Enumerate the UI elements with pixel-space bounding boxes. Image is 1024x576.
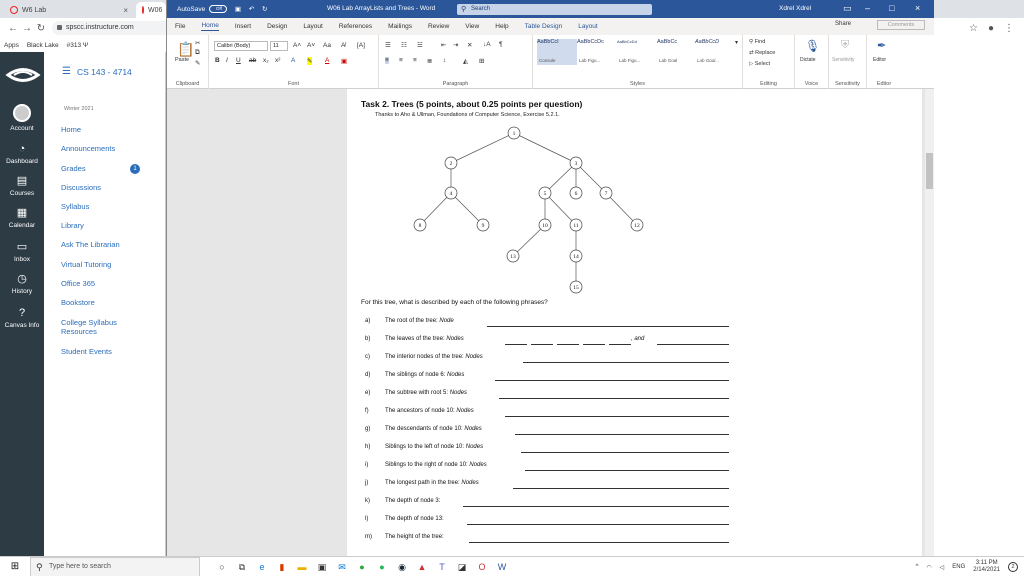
tree-diagram [347, 117, 767, 297]
course-nav-home[interactable]: Home [61, 125, 82, 134]
tree-node-label: 4 [449, 191, 453, 197]
hamburger-menu-icon[interactable]: ☰ [62, 66, 71, 77]
find-button[interactable]: ⚲ Find [749, 39, 766, 45]
edge-4-9 [451, 193, 483, 225]
tab-insert[interactable]: Insert [234, 23, 252, 30]
document-title: W06 Lab ArrayLists and Trees - Word [327, 5, 436, 12]
borders-icon[interactable]: ⊞ [479, 58, 485, 65]
tab-view[interactable]: View [465, 23, 480, 30]
windows-start-icon[interactable]: ⊞ [10, 561, 20, 572]
document-canvas [167, 89, 927, 556]
numbering-icon[interactable]: ☷ [401, 42, 407, 49]
edge-5-11 [545, 193, 576, 225]
bookmark-black-lake[interactable]: Black Lake [26, 41, 59, 49]
change-case-icon[interactable]: Aa [323, 42, 331, 49]
tree-node-label: 7 [604, 191, 608, 197]
language-indicator[interactable]: ENG [952, 564, 966, 570]
editor-icon[interactable]: ✒ [877, 40, 887, 52]
shrink-font-icon[interactable]: A˅ [307, 42, 316, 49]
tab-label: W06 [148, 6, 163, 14]
strikethrough-icon[interactable]: ab [249, 57, 257, 64]
tree-node-9 [477, 219, 489, 231]
course-nav-syllabus[interactable]: Syllabus [61, 202, 90, 211]
question-item-b: b) The leaves of the tree: Nodes , and [365, 336, 725, 348]
align-center-icon[interactable]: ≡ [399, 57, 403, 64]
tab-table-design[interactable]: Table Design [524, 23, 563, 30]
address-bar[interactable]: spscc.instructure.com [52, 21, 202, 35]
question-item-m: m) The height of the tree: [365, 534, 725, 546]
tab-home[interactable]: Home [201, 22, 219, 29]
increase-indent-icon[interactable]: ⇥ [453, 42, 459, 49]
course-title[interactable]: CS 143 - 4714 [76, 66, 132, 77]
answer-line[interactable] [609, 344, 631, 345]
tree-node-label: 6 [574, 191, 578, 197]
ribbon-group-styles: AaBbCcI Console AaBbCcDc Lab Figu... AaBbCcDd Lab Figu... AaBbCc Lab Goal AaBbCcD Lab Goal... ▾ Styles [533, 35, 743, 89]
system-tray [916, 560, 1018, 574]
tab-references[interactable]: References [338, 23, 373, 30]
question-item-e: e) The subtree with root 5: Nodes [365, 390, 725, 402]
autosave-switch[interactable]: Off [209, 5, 227, 13]
style-lab-goal[interactable]: AaBbCc Lab Goal [657, 39, 678, 63]
highlight-icon[interactable]: ✎ [307, 58, 313, 65]
font-color-icon[interactable]: A [325, 57, 330, 64]
answer-line[interactable] [557, 344, 579, 345]
align-left-icon[interactable]: ≡ [385, 57, 389, 64]
opera-tab-icon [10, 6, 18, 14]
account-avatar [13, 104, 31, 122]
tab-mailings[interactable]: Mailings [388, 23, 412, 30]
font-size-select[interactable]: 11 [270, 41, 288, 51]
tree-node-label: 5 [543, 191, 547, 197]
edge-1-3 [514, 133, 576, 163]
tree-node-label: 11 [573, 223, 579, 229]
tab-review[interactable]: Review [427, 23, 450, 30]
vertical-scrollbar[interactable] [925, 89, 934, 556]
browser-tab-active[interactable] [136, 2, 166, 18]
store-icon[interactable]: ▣ [317, 561, 327, 572]
sensitivity-button[interactable]: Sensitivity [832, 57, 855, 63]
profile-icon[interactable]: ● [987, 22, 994, 34]
style-lab-figure-1[interactable]: AaBbCcDc Lab Figu... [577, 39, 604, 63]
style-console[interactable]: AaBbCcI Console [537, 39, 577, 65]
tree-node-label: 8 [418, 223, 422, 229]
course-nav-bookstore[interactable]: Bookstore [61, 298, 95, 307]
document-page[interactable] [347, 89, 922, 556]
nav-courses[interactable]: ▤ Courses [9, 175, 35, 197]
tree-node-label: 3 [574, 161, 578, 167]
show-marks-icon[interactable]: ¶ [499, 41, 503, 48]
notifications-icon[interactable]: 2 [1008, 562, 1018, 572]
nav-dashboard[interactable]: ◔ Dashboard [6, 143, 38, 165]
minimize-icon[interactable]: – [865, 3, 871, 13]
task-credit: Thanks to Aho & Ullman, Foundations of Computer Science, Exercise 5.2.1. [375, 112, 560, 118]
mail-icon[interactable]: ✉ [338, 561, 346, 572]
sort-icon[interactable]: ↓A [483, 41, 491, 48]
cortana-icon[interactable]: ○ [219, 561, 225, 572]
share-button[interactable]: Share [835, 21, 852, 27]
answer-line[interactable] [463, 506, 729, 507]
browser-page-right [933, 38, 1024, 556]
task-title: Task 2. Trees (5 points, about 0.25 points per question) [361, 99, 583, 109]
nav-inbox[interactable]: ▭ Inbox [14, 241, 30, 263]
multilevel-list-icon[interactable]: ☱ [417, 42, 423, 49]
bullets-icon[interactable]: ☰ [385, 42, 391, 49]
tab-design[interactable]: Design [267, 23, 288, 30]
font-name-select[interactable]: Calibri (Body) [214, 41, 268, 51]
ribbon-group-editing: ⚲ Find ⇄ Replace ▷ Select Editing [743, 35, 795, 89]
tree-node-label: 2 [449, 161, 453, 167]
ribbon-group-sensitivity: ⛨ Sensitivity Sensitivity [829, 35, 867, 89]
word-window [166, 0, 933, 556]
nav-calendar[interactable]: ▦ Calendar [8, 207, 36, 229]
forward-icon[interactable]: → [22, 22, 32, 34]
style-lab-goal-2[interactable]: AaBbCcD Lab Goal... [695, 39, 720, 63]
answer-line[interactable] [521, 452, 729, 453]
tree-node-label: 1 [512, 131, 516, 137]
tree-node-6 [570, 187, 582, 199]
paste-icon[interactable]: 📋 [177, 41, 195, 57]
ribbon-group-voice: 🎙 Dictate Voice [795, 35, 829, 89]
question-item-i: i) Siblings to the right of node 10: Nodes [365, 462, 725, 474]
save-icon[interactable]: ▣ [234, 6, 241, 13]
inbox-icon: ▭ [16, 241, 28, 253]
calendar-icon: ▦ [16, 207, 28, 219]
browser-tab[interactable] [4, 2, 134, 18]
answer-line[interactable] [467, 524, 729, 525]
ribbon-group-editor: ✒ Editor Editor [873, 40, 892, 87]
question-item-h: h) Siblings to the left of node 10: Nodes [365, 444, 725, 456]
question-item-a: a) The root of the tree: Node [365, 318, 725, 330]
network-icon[interactable]: ◠ [926, 564, 932, 571]
answer-line[interactable] [583, 344, 605, 345]
tree-node-label: 14 [573, 254, 579, 260]
redo-icon[interactable]: ↻ [262, 6, 268, 13]
comments-button[interactable]: Comments [877, 20, 925, 30]
ribbon-display-icon[interactable]: ▭ [843, 3, 852, 13]
answer-line[interactable] [657, 344, 729, 345]
ribbon-home [167, 35, 934, 89]
bookmarks-bar [0, 38, 166, 52]
course-nav-virtual-tutoring[interactable]: Virtual Tutoring [61, 260, 112, 269]
app-icon-green[interactable]: ● [359, 561, 365, 572]
question-item-g: g) The descendants of node 10: Nodes [365, 426, 725, 438]
select-button[interactable]: ▷ Select [749, 61, 771, 67]
tree-node-label: 9 [481, 223, 485, 229]
browser-menu-icon[interactable]: ⋮ [1004, 22, 1014, 34]
answer-and-label: , and [631, 336, 645, 342]
clear-formatting-icon[interactable]: A̸ [341, 42, 346, 49]
ribbon-group-clipboard: 📋 Paste ✂ ⧉ ✎ Clipboard [167, 35, 209, 89]
microphone-icon[interactable]: 🎙 [805, 39, 821, 53]
answer-line[interactable] [487, 326, 729, 327]
style-lab-figure-2[interactable]: AaBbCcDd Lab Figu... [617, 39, 641, 63]
opera-tab-icon [142, 6, 144, 14]
canvas-logo[interactable] [4, 62, 42, 88]
align-right-icon[interactable]: ≡ [413, 57, 417, 64]
asian-layout-icon[interactable]: ✕ [467, 42, 473, 49]
bookmark-star-icon[interactable]: ☆ [968, 22, 978, 34]
tree-node-label: 13 [510, 254, 516, 260]
tree-node-1 [508, 127, 520, 139]
question-item-j: j) The longest path in the tree: Nodes [365, 480, 725, 492]
answer-line[interactable] [499, 398, 729, 399]
cut-icon[interactable]: ✂ [195, 40, 201, 47]
tree-node-label: 10 [542, 223, 548, 229]
answer-line[interactable] [495, 380, 729, 381]
ribbon-tabs [167, 18, 934, 35]
nav-canvas-info[interactable]: ? Canvas Info [4, 307, 40, 329]
course-nav-discussions[interactable]: Discussions [61, 183, 102, 192]
tab-label: W6 Lab [22, 6, 47, 14]
courses-icon: ▤ [16, 175, 28, 187]
tray-chevron-icon[interactable]: ^ [915, 564, 919, 570]
tab-file[interactable]: File [175, 23, 186, 30]
history-icon: ◷ [17, 273, 27, 285]
tab-help[interactable]: Help [495, 23, 509, 30]
grades-badge: 1 [130, 164, 140, 174]
taskbar-search-input[interactable]: ⚲ Type here to search [30, 557, 200, 576]
answer-line[interactable] [515, 434, 729, 435]
teams-icon[interactable]: T [439, 561, 445, 572]
answer-line[interactable] [531, 344, 553, 345]
question-item-k: k) The depth of node 3: [365, 498, 725, 510]
tree-node-2 [445, 157, 457, 169]
tree-node-8 [414, 219, 426, 231]
course-term: Winter 2021 [64, 106, 94, 112]
question-item-f: f) The ancestors of node 10: Nodes [365, 408, 725, 420]
tree-node-5 [539, 187, 551, 199]
course-nav-announcements[interactable]: Announcements [61, 144, 116, 153]
superscript-icon[interactable]: x² [275, 57, 281, 64]
grow-font-icon[interactable]: A˄ [293, 42, 302, 49]
canvas-global-nav [0, 52, 44, 556]
subscript-icon[interactable]: x₂ [263, 57, 269, 64]
office-icon[interactable]: ▮ [279, 561, 285, 572]
maximize-icon[interactable]: □ [889, 3, 895, 13]
answer-line[interactable] [469, 542, 729, 543]
tree-node-10 [539, 219, 551, 231]
bold-icon[interactable]: B [215, 57, 220, 64]
styles-more-icon[interactable]: ▾ [735, 40, 739, 46]
undo-icon[interactable]: ↶ [248, 6, 255, 13]
volume-icon[interactable]: ◁ [939, 564, 945, 571]
browser-actions [932, 18, 1024, 38]
char-border-icon[interactable]: [A] [357, 42, 365, 49]
question-prompt: For this tree, what is described by each of the following phrases? [361, 299, 548, 306]
underline-icon[interactable]: U [236, 57, 241, 64]
course-nav-syllabus-resources[interactable]: College Syllabus Resources [61, 318, 117, 336]
tree-node-7 [600, 187, 612, 199]
tree-node-12 [631, 219, 643, 231]
tree-node-4 [445, 187, 457, 199]
question-item-d: d) The siblings of node 6: Nodes [365, 372, 725, 384]
dictate-button[interactable]: Dictate [800, 57, 816, 63]
close-tab-icon[interactable]: × [123, 5, 128, 15]
task-view-icon[interactable]: ⧉ [238, 561, 246, 572]
word-title-bar [167, 0, 934, 18]
tree-node-label: 15 [573, 285, 579, 291]
shading-icon[interactable]: ◭ [463, 58, 468, 65]
edge-1-2 [451, 133, 514, 163]
tab-layout[interactable]: Layout [303, 23, 323, 30]
nav-history[interactable]: ◷ History [11, 273, 33, 295]
word-icon[interactable]: W [497, 561, 507, 572]
course-nav-student-events[interactable]: Student Events [61, 347, 112, 356]
edge-3-7 [576, 163, 606, 193]
format-painter-icon[interactable]: ✎ [195, 60, 201, 67]
tree-node-15 [570, 281, 582, 293]
clock[interactable]: 3:11 PM 2/14/2021 [973, 560, 1000, 573]
text-effects-icon[interactable]: A [291, 57, 296, 64]
char-shading-icon[interactable]: ▣ [341, 58, 348, 65]
bookmark-313[interactable]: #313 Ψ [66, 41, 89, 49]
file-explorer-icon[interactable]: ▬ [297, 561, 307, 572]
answer-line[interactable] [523, 362, 729, 363]
answer-line[interactable] [525, 470, 729, 471]
sensitivity-icon[interactable]: ⛨ [841, 39, 850, 51]
tree-node-13 [507, 250, 519, 262]
edge-icon[interactable]: e [259, 561, 265, 572]
course-nav-office-365[interactable]: Office 365 [61, 279, 96, 288]
bookmark-apps[interactable]: Apps [4, 41, 19, 49]
edge-3-5 [545, 163, 576, 193]
decrease-indent-icon[interactable]: ⇤ [441, 42, 447, 49]
spotify-icon[interactable]: ● [379, 561, 385, 572]
copy-icon[interactable]: ⧉ [195, 49, 200, 56]
tree-node-11 [570, 219, 582, 231]
edge-10-13 [513, 225, 545, 256]
tree-edges [420, 133, 637, 287]
help-icon: ? [18, 307, 26, 319]
app-icon-dark[interactable]: ◪ [457, 561, 467, 572]
tree-node-3 [570, 157, 582, 169]
answer-line[interactable] [513, 488, 729, 489]
edge-4-8 [420, 193, 451, 225]
line-spacing-icon[interactable]: ↕ [443, 57, 447, 64]
dashboard-icon: ◔ [18, 143, 26, 155]
ribbon-group-font: Calibri (Body) 11 A˄ A˅ Aa A̸ [A] B I U ab x₂ x² A ✎ A ▣ Font [209, 35, 379, 89]
question-item-l: l) The depth of node 13: [365, 516, 725, 528]
editor-button[interactable]: Editor [873, 57, 887, 63]
course-nav-grades[interactable]: Grades [61, 164, 86, 173]
course-nav-ask-librarian[interactable]: Ask The Librarian [61, 240, 120, 249]
course-header [62, 66, 132, 77]
steam-icon[interactable]: ◉ [398, 561, 406, 572]
answer-line[interactable] [505, 344, 527, 345]
justify-icon[interactable]: ≣ [427, 58, 433, 65]
windows-taskbar [0, 556, 1024, 576]
scrollbar-thumb[interactable] [926, 153, 933, 189]
opera-icon[interactable]: O [478, 561, 486, 572]
question-item-c: c) The interior nodes of the tree: Nodes [365, 354, 725, 366]
course-nav-library[interactable]: Library [61, 221, 84, 230]
tree-node-14 [570, 250, 582, 262]
back-icon[interactable]: ← [8, 22, 18, 34]
edge-7-12 [606, 193, 637, 225]
user-name[interactable]: Xdrel Xdrel [779, 5, 812, 12]
answer-line[interactable] [505, 416, 729, 417]
reload-icon[interactable]: ↻ [36, 22, 46, 34]
close-icon[interactable]: × [915, 3, 921, 13]
paste-button[interactable]: Paste [175, 57, 190, 63]
tree-node-label: 12 [634, 223, 640, 229]
italic-icon[interactable]: I [226, 57, 228, 64]
ribbon-group-paragraph: ☰ ☷ ☱ ⇤ ⇥ ✕ ↓A ¶ ≡ ≡ ≡ ≣ ↕ ◭ ⊞ Paragraph [379, 35, 533, 89]
replace-button[interactable]: ⇄ Replace [749, 50, 776, 56]
tab-table-layout[interactable]: Layout [578, 23, 598, 30]
nav-account[interactable]: Account [0, 104, 44, 132]
app-icon-red[interactable]: ▲ [417, 561, 427, 572]
autosave-toggle[interactable]: AutoSave Off ▣ ↶ ↻ [177, 6, 268, 13]
word-search-input[interactable]: ⚲ Search [457, 4, 652, 15]
